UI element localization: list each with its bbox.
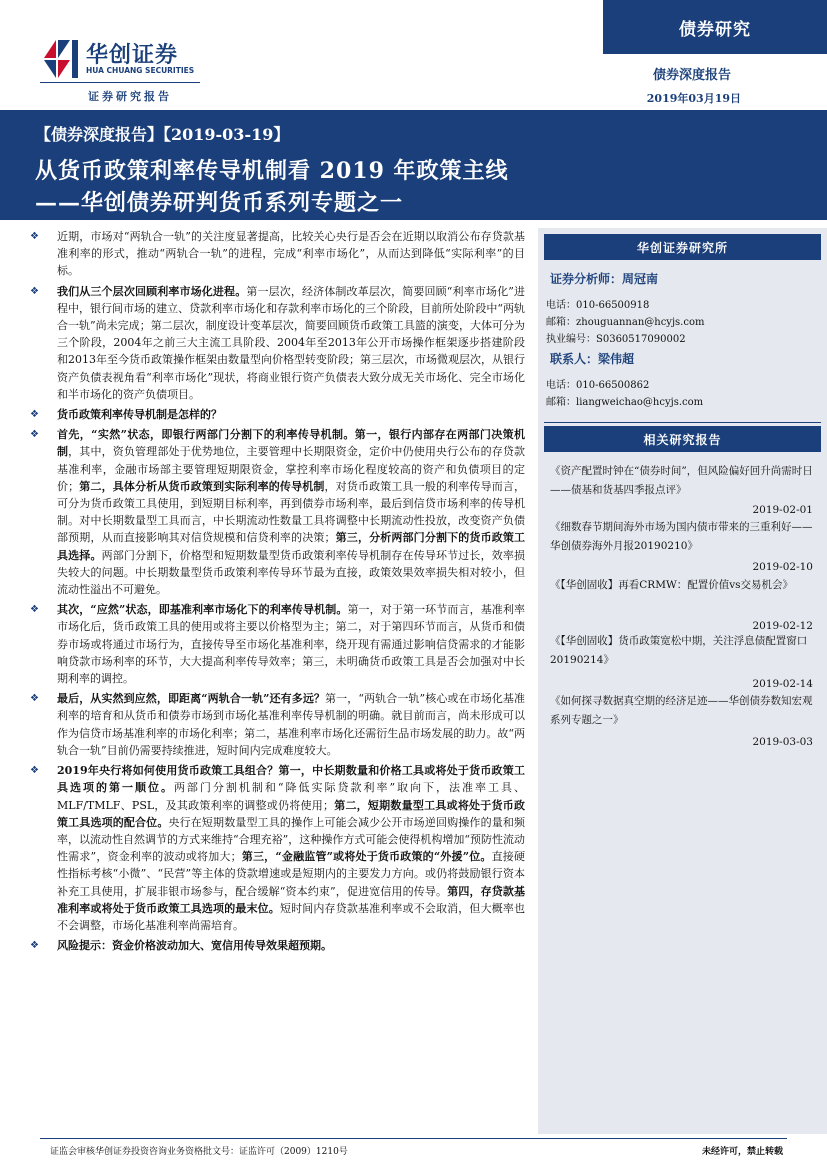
bullet-diamond-icon: ❖ bbox=[30, 429, 39, 441]
point-lead: 2019年央行将如何使用货币政策工具组合？第一，中长期数量和价格工具或将处于货币政策工具选项的第一顺位。 bbox=[57, 764, 525, 795]
summary-point bbox=[30, 228, 525, 280]
logo-divider bbox=[40, 82, 200, 83]
bullet-diamond-icon: ❖ bbox=[30, 409, 39, 421]
summary-point bbox=[30, 937, 525, 954]
contact-phone: 电话：010-66500862 bbox=[546, 380, 650, 391]
footer-copyright: 未经许可，禁止转载 bbox=[701, 1147, 783, 1157]
summary-point bbox=[30, 690, 525, 759]
related-report-link[interactable]: 《资产配置时钟在“债券时间”，但风险偏好回升尚需时日——债基和货基四季报点评》 bbox=[550, 465, 813, 496]
bullet-diamond-icon: ❖ bbox=[30, 285, 39, 297]
report-type-label: 证券研究报告 bbox=[88, 90, 172, 103]
related-report-date: 2019-02-10 bbox=[752, 561, 813, 573]
point-text: ，其中，资负管理部处于优势地位，主要管理中长期限资金，定价中仍使用央行公布的存贷款基准利率，金融市场部主要管理短期限资金，掌控利率市场化程度较高的资产和负债项目的定价； bbox=[57, 445, 526, 493]
related-report-link[interactable]: 《【华创固收】货币政策宽松中期，关注浮息债配置窗口20190214》 bbox=[550, 635, 808, 666]
related-report-link[interactable]: 《细数春节期间海外市场为国内债市带来的三重利好——华创债券海外月报20190210》 bbox=[550, 521, 813, 552]
related-report-date: 2019-03-03 bbox=[752, 736, 813, 748]
logo-text-en: HUA CHUANG SECURITIES bbox=[86, 66, 195, 75]
logo-mark-icon bbox=[40, 36, 82, 80]
point-text: 央行在短期数量型工具的操作上可能会减少公开市场逆回购操作的量和频率，以流动性自然调节的方式来维持“合理充裕”，这种操作方式可能会使得机构增加“预防性流动性需求”，资金利率的波动或将加大； bbox=[57, 815, 526, 864]
bullet-diamond-icon: ❖ bbox=[30, 231, 39, 242]
sidebar-divider bbox=[544, 422, 821, 423]
summary-point bbox=[30, 283, 525, 403]
sidebar bbox=[538, 228, 827, 1134]
analyst-phone: 电话：010-66500918 bbox=[546, 300, 650, 311]
summary-point bbox=[30, 601, 525, 687]
related-report-link[interactable]: 《【华创固收】再看CRMW：配置价值vs交易机会》 bbox=[550, 579, 794, 591]
related-reports-header: 相关研究报告 bbox=[544, 426, 821, 452]
report-date: 2019年03月19日 bbox=[646, 92, 741, 105]
point-text: 第一，“两轨合一轨”核心或在市场化基准利率的培育和从货币和债券市场到市场化基准利率传导机制的明确。就目前而言，尚未形成可以作为信贷市场基准利率的市场化利率；第二，基准利率市场化还需衍生品市场发展的助力。故“两轨合一轨”目前仍需要持续推进，短时间内完成难度较大。 bbox=[57, 692, 526, 757]
company-logo bbox=[40, 36, 200, 80]
point-text: 短时间内存贷款基准利率或不会取消，但大概率也不会调整，市场化基准利率尚需培育。 bbox=[57, 901, 526, 932]
summary-point bbox=[30, 406, 525, 423]
footer-license: 证监会审核华创证券投资咨询业务资格批文号：证监许可（2009）1210号 bbox=[50, 1147, 348, 1157]
section-tab: 债券研究 bbox=[603, 0, 827, 54]
point-lead: 最后，从实然到应然，即距离“两轨合一轨”还有多远？ bbox=[57, 692, 326, 706]
point-text: 直接硬性指标考核“小微”、“民营”等主体的贷款增速或是短期内的主要发力方向。或仍将鼓励银行资本补充工具使用，扩展非银市场参与，配合缓解“资本约束”，促进宽信用的传导。 bbox=[57, 850, 525, 898]
related-report-date: 2019-02-14 bbox=[752, 678, 813, 690]
analyst-email: 邮箱：zhouguannan@hcyjs.com bbox=[546, 317, 705, 328]
point-lead: 其次，“应然”状态，即基准利率市场化下的利率传导机制。 bbox=[57, 603, 348, 617]
analyst-license: 执业编号：S0360517090002 bbox=[546, 334, 686, 345]
point-text: ，对货币政策工具一般的利率传导而言，可分为货币政策工具使用，到短期目标利率，再到债券市场利率，最后到信贷市场利率的传导机制。对中长期数量型工具而言，中长期流动性数量工具将调整中长期流动性投放，改变资产负债部预期，从而直接影响其对信贷规模和信贷利率的决策； bbox=[57, 479, 526, 545]
institute-header: 华创证券研究所 bbox=[544, 234, 821, 260]
point-text: 两部门分割机制和“降低实际贷款利率”取向下，法准率工具、MLF/TMLF、PSL，及其政策利率的调整或仍将使用； bbox=[57, 781, 525, 812]
point-text: 近期，市场对“两轨合一轨”的关注度显著提高，比较关心央行是否会在近期以取消公布存贷款基准利率的形式，推动“两轨合一轨”的进程，完成“利率市场化”，从而达到降低“实际利率”的目标。 bbox=[57, 230, 525, 278]
contact-name: 联系人：梁伟超 bbox=[550, 352, 635, 366]
footer-divider bbox=[40, 1138, 787, 1139]
summary-column bbox=[30, 228, 525, 957]
related-report-date: 2019-02-12 bbox=[752, 620, 813, 632]
report-subtitle: ——华创债券研判货币系列专题之一 bbox=[35, 190, 404, 216]
analyst-name: 证券分析师：周冠南 bbox=[550, 272, 659, 286]
bullet-diamond-icon: ❖ bbox=[30, 940, 39, 952]
point-lead: 货币政策利率传导机制是怎样的？ bbox=[57, 408, 222, 422]
logo-text-cn: 华创证券 bbox=[86, 43, 179, 68]
point-text: 第一，对于第一环节而言，基准利率市场化后，货币政策工具的使用或将主要以价格型为主；第二，对于第四环节而言，从货币和债券市场或将通过市场行为，直接传导至市场化基准利率，绕开现有需通过影响信贷需求的才能影响贷款市场利率的环节，大大提高利率传导效率；第三，未明确货币政策工具是否会加强对中长期利率的调控。 bbox=[57, 603, 526, 686]
bullet-diamond-icon: ❖ bbox=[30, 693, 39, 705]
related-report-link[interactable]: 《如何探寻数据真空期的经济足迹——华创债券数知宏观系列专题之一》 bbox=[550, 695, 813, 726]
summary-point bbox=[30, 426, 525, 598]
point-lead: 我们从三个层次回顾利率市场化进程。 bbox=[57, 284, 247, 298]
bullet-diamond-icon: ❖ bbox=[30, 765, 39, 777]
point-lead: 第三，“金融监管”或将处于货币政策的“外援”位。 bbox=[241, 850, 492, 864]
title-banner bbox=[0, 110, 827, 220]
point-lead: 第三，分析两部门分割下的货币政策工具选择。 bbox=[57, 531, 526, 562]
point-text: 第一层次，经济体制改革层次，简要回顾“利率市场化”进程中，银行间市场的建立、贷款利率市场化和存款利率市场化的三个阶段，目前所处阶段中“两轨合一轨”尚未完成；第二层次，制度设计变革层次，简要回顾货币政策工具篮的演变，大体可分为三个阶段，2004年之前三大主流工具阶段、2004年至2013年公开市场操作框架逐步搭建阶段和2013年至今货币政策操作框架由数量型向价格型转变阶段；第三层次，市场微观层次，从银行资产负债表视角看“利率市场化”现状，将商业银行资产负债表大致分成无关市场化、完全市场化和半市场化的资产负债项目。 bbox=[57, 284, 525, 401]
contact-email: 邮箱：liangweichao@hcyjs.com bbox=[546, 397, 704, 408]
bullet-diamond-icon: ❖ bbox=[30, 604, 39, 616]
point-lead: 首先，“实然”状态，即银行两部门分割下的利率传导机制。第一，银行内部存在两部门决策机制 bbox=[57, 428, 525, 459]
summary-point bbox=[30, 762, 525, 934]
report-title: 从货币政策利率传导机制看 2019 年政策主线 bbox=[35, 158, 509, 184]
point-lead: 第四，存贷款基准利率或将处于货币政策工具选项的最末位。 bbox=[57, 884, 526, 915]
report-category-label: 债券深度报告 bbox=[652, 68, 731, 83]
point-lead: 第二，短期数量型工具或将处于货币政策工具选项的配合位。 bbox=[57, 798, 526, 829]
related-report-date: 2019-02-01 bbox=[752, 504, 813, 516]
point-lead: 第二，具体分析从货币政策到实际利率的传导机制 bbox=[79, 479, 325, 493]
risk-warning: 风险提示：资金价格波动加大、宽信用传导效果超预期。 bbox=[57, 939, 332, 953]
point-text: 两部门分割下，价格型和短期数量型货币政策利率传导机制存在传导环节过长，效率损失较大的问题。中长期数量型货币政策利率传导环节最为直接，政策效果效率损失相对较小，但流动性溢出不可避免。 bbox=[57, 548, 526, 597]
banner-tag: 【债券深度报告】【2019-03-19】 bbox=[35, 125, 290, 144]
